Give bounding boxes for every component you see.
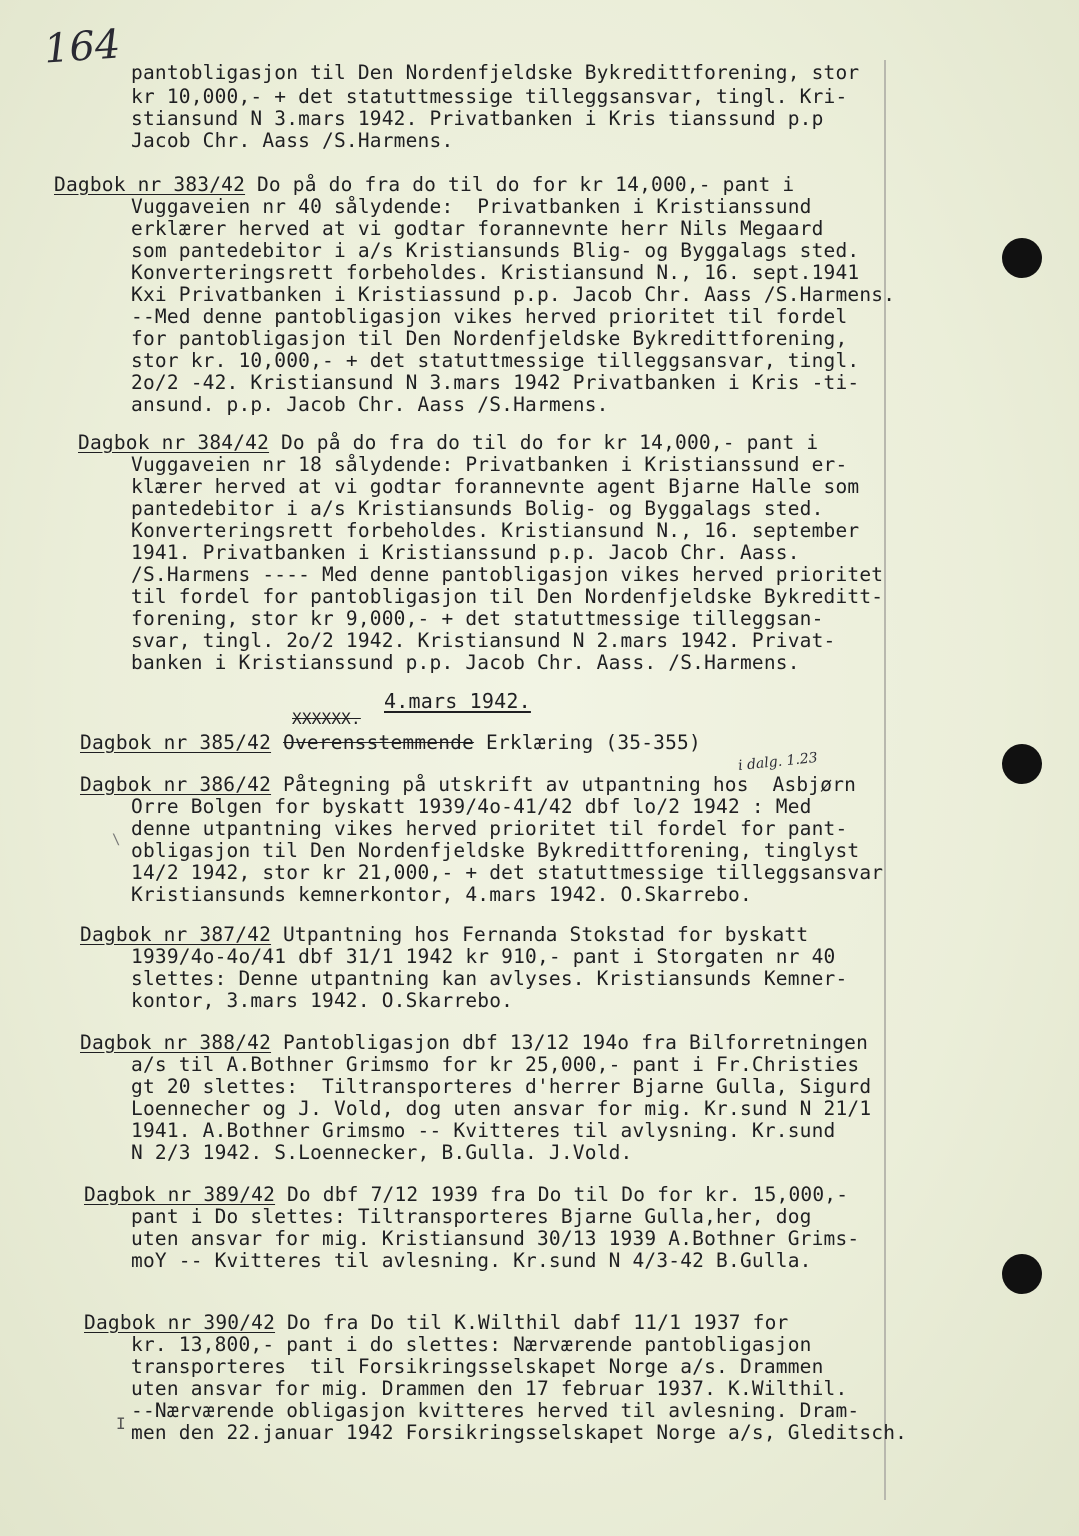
entry-390 <box>84 1312 788 1334</box>
entry-388 <box>80 1032 868 1054</box>
text-line: moY -- Kvitteres til avlesning. Kr.sund N 4/3-42 B.Gulla. <box>131 1249 812 1272</box>
text-line: 1939/4o-4o/41 dbf 31/1 1942 kr 910,- pant i Storgaten nr 40 <box>131 945 836 968</box>
text-line: a/s til A.Bothner Grimsmo for kr 25,000,- pant i Fr.Christies <box>131 1053 860 1076</box>
text-line: uten ansvar for mig. Drammen den 17 februar 1937. K.Wilthil. <box>131 1377 848 1400</box>
dagbok-ref: Dagbok nr 387/42 <box>80 923 272 946</box>
text-line: pant i Do slettes: Tiltransporteres Bjarne Gulla,her, dog <box>131 1205 812 1228</box>
dagbok-ref: Dagbok nr 385/42 <box>80 731 272 754</box>
page-number: 164 <box>42 21 122 73</box>
text-line: --Nærværende obligasjon kvitteres herved til avlesning. Dram- <box>131 1399 860 1422</box>
dagbok-ref: Dagbok nr 390/42 <box>84 1311 276 1334</box>
text-line: Loennecher og J. Vold, dog uten ansvar for mig. Kr.sund N 21/1 <box>131 1097 872 1120</box>
struck-text: Overensstemmende <box>283 731 475 754</box>
handwritten-margin-note: i dalg. 1.23 <box>737 749 819 775</box>
margin-mark: I <box>116 1414 126 1433</box>
text-line: til fordel for pantobligasjon til Den Nordenfjeldske Bykreditt- <box>131 585 884 608</box>
text-line: Kristiansunds kemnerkontor, 4.mars 1942. O.Skarrebo. <box>131 883 752 906</box>
text-line: --Med denne pantobligasjon vikes herved prioritet til fordel <box>131 305 848 328</box>
text-line: Vuggaveien nr 18 sålydende: Privatbanken i Kristianssund er- <box>131 453 848 476</box>
text-line: Do fra Do til K.Wilthil dabf 11/1 1937 for <box>275 1311 789 1334</box>
struck-text: XXXXXX. <box>292 709 361 728</box>
punch-hole <box>1002 238 1042 278</box>
text-line: Erklæring (35-355) <box>474 731 701 754</box>
text-line: /S.Harmens ---- Med denne pantobligasjon vikes herved prioritet <box>131 563 884 586</box>
text-line: Do dbf 7/12 1939 fra Do til Do for kr. 15,000,- <box>275 1183 849 1206</box>
text-line: erklærer herved at vi godtar forannevnte herr Nils Megaard <box>131 217 824 240</box>
text-line: svar, tingl. 2o/2 1942. Kristiansund N 2.mars 1942. Privat- <box>131 629 836 652</box>
text-line: stor kr. 10,000,- + det statuttmessige tilleggsansvar, tingl. <box>131 349 860 372</box>
text-line: slettes: Denne utpantning kan avlyses. Kristiansunds Kemner- <box>131 967 848 990</box>
right-margin-line <box>884 60 886 1500</box>
entry-386 <box>80 774 856 796</box>
text-line: Kxi Privatbanken i Kristiassund p.p. Jacob Chr. Aass /S.Harmens. <box>131 283 896 306</box>
text-line: 14/2 1942, stor kr 21,000,- + det statuttmessige tilleggsansvar <box>131 861 884 884</box>
text-line: Do på do fra do til do for kr 14,000,- pant i <box>269 431 819 454</box>
text-line: Jacob Chr. Aass /S.Harmens. <box>131 129 454 152</box>
text-line: kr. 13,800,- pant i do slettes: Nærværende pantobligasjon <box>131 1333 812 1356</box>
text-line: Utpantning hos Fernanda Stokstad for byskatt <box>271 923 809 946</box>
text-line: 1941. A.Bothner Grimsmo -- Kvitteres til avlysning. Kr.sund <box>131 1119 836 1142</box>
text-line: 2o/2 -42. Kristiansund N 3.mars 1942 Privatbanken i Kris -ti- <box>131 371 860 394</box>
text-line: Konverteringsrett forbeholdes. Kristiansund N., 16. september <box>131 519 860 542</box>
dagbok-ref: Dagbok nr 386/42 <box>80 773 272 796</box>
text-line: banken i Kristianssund p.p. Jacob Chr. Aass. /S.Harmens. <box>131 651 800 674</box>
text-line: Orre Bolgen for byskatt 1939/4o-41/42 dbf lo/2 1942 : Med <box>131 795 812 818</box>
text-line: N 2/3 1942. S.Loennecker, B.Gulla. J.Vold. <box>131 1141 633 1164</box>
text-line: obligasjon til Den Nordenfjeldske Bykredittforening, tinglyst <box>131 839 860 862</box>
entry-383 <box>54 174 794 196</box>
entry-389 <box>84 1184 848 1206</box>
text-line: kontor, 3.mars 1942. O.Skarrebo. <box>131 989 514 1012</box>
entry-384 <box>78 432 818 454</box>
text-line: gt 20 slettes: Tiltransporteres d'herrer Bjarne Gulla, Sigurd <box>131 1075 872 1098</box>
text-line: pantedebitor i a/s Kristiansunds Bolig- og Byggalags sted. <box>131 497 824 520</box>
text-line: som pantedebitor i a/s Kristiansunds Blig- og Byggalags sted. <box>131 239 860 262</box>
text-line: stiansund N 3.mars 1942. Privatbanken i Kris tianssund p.p <box>131 107 824 130</box>
punch-hole <box>1002 1254 1042 1294</box>
dagbok-ref: Dagbok nr 383/42 <box>54 173 246 196</box>
text-line: uten ansvar for mig. Kristiansund 30/13 1939 A.Bothner Grims- <box>131 1227 860 1250</box>
text-line: denne utpantning vikes herved prioritet til fordel for pant- <box>131 817 848 840</box>
text-line: Pantobligasjon dbf 13/12 194o fra Bilforretningen <box>271 1031 869 1054</box>
text-line: Konverteringsrett forbeholdes. Kristiansund N., 16. sept.1941 <box>131 261 860 284</box>
dagbok-ref: Dagbok nr 384/42 <box>78 431 270 454</box>
text-line: Påtegning på utskrift av utpantning hos Asbjørn <box>271 773 857 796</box>
text-line: kr 10,000,- + det statuttmessige tilleggsansvar, tingl. Kri- <box>131 85 848 108</box>
text-line: forening, stor kr 9,000,- + det statuttmessige tilleggsan- <box>131 607 824 630</box>
text-line: transporteres til Forsikringsselskapet Norge a/s. Drammen <box>131 1355 824 1378</box>
entry-385 <box>80 732 701 754</box>
entry-387 <box>80 924 808 946</box>
text-line: Vuggaveien nr 40 sålydende: Privatbanken i Kristianssund <box>131 195 812 218</box>
punch-hole <box>1002 744 1042 784</box>
text-line: klærer herved at vi godtar forannevnte agent Bjarne Halle som <box>131 475 860 498</box>
margin-mark: \ <box>112 832 121 848</box>
text-line: ansund. p.p. Jacob Chr. Aass /S.Harmens. <box>131 393 609 416</box>
dagbok-ref: Dagbok nr 388/42 <box>80 1031 272 1054</box>
text-line: for pantobligasjon til Den Nordenfjeldske Bykredittforening, <box>131 327 848 350</box>
text-line: pantobligasjon til Den Nordenfjeldske Bykredittforening, stor <box>131 61 860 84</box>
text-line: 1941. Privatbanken i Kristianssund p.p. Jacob Chr. Aass. <box>131 541 800 564</box>
entry-date: 4.mars 1942. <box>384 689 531 713</box>
text-line: Do på do fra do til do for kr 14,000,- pant i <box>245 173 795 196</box>
text-line: men den 22.januar 1942 Forsikringsselskapet Norge a/s, Gleditsch. <box>131 1421 908 1444</box>
dagbok-ref: Dagbok nr 389/42 <box>84 1183 276 1206</box>
